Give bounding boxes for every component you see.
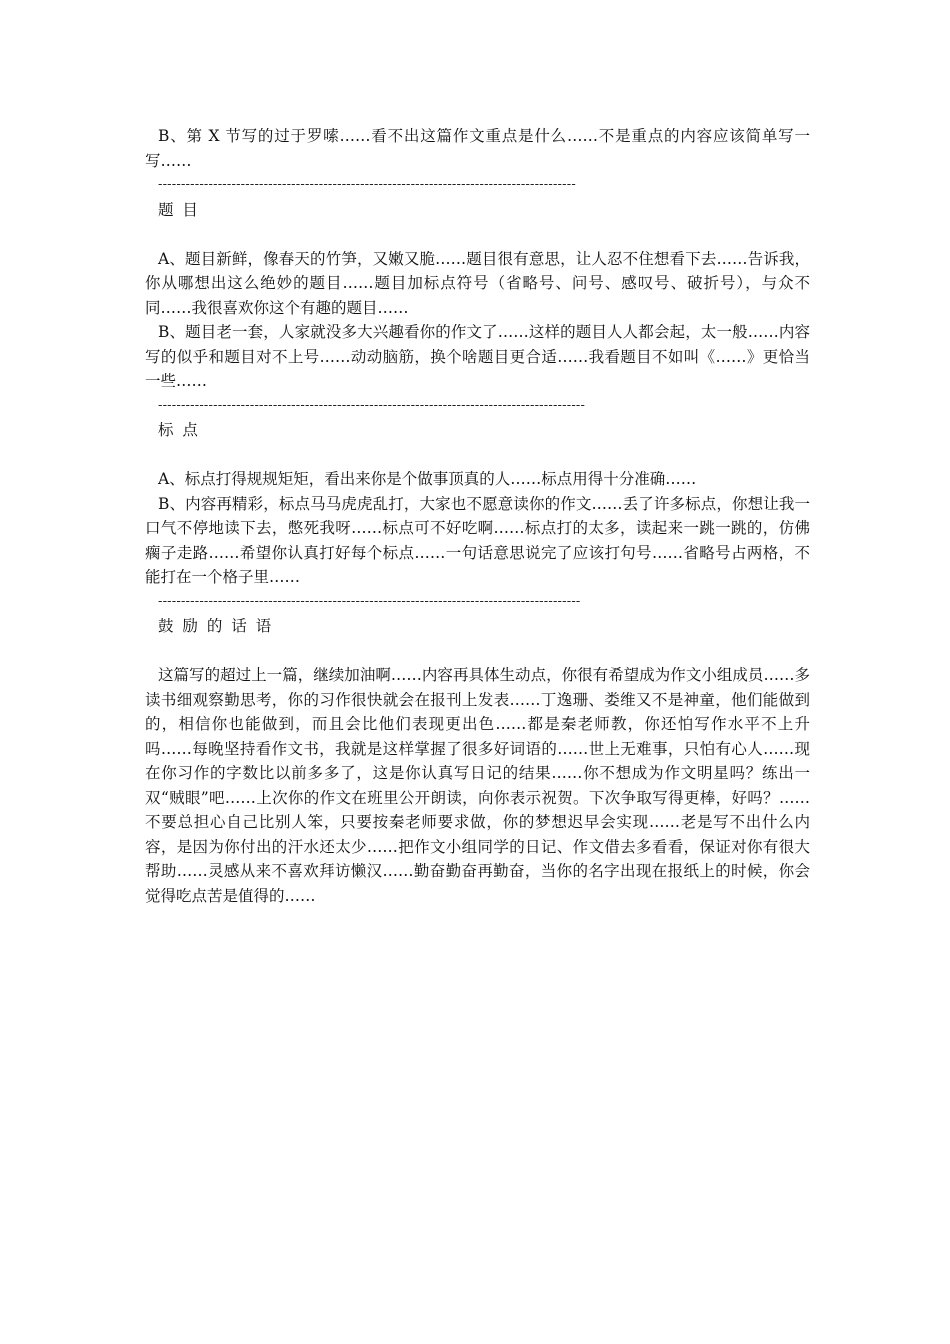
punctuation-item-b: B、内容再精彩，标点马马虎虎乱打，大家也不愿意读你的作文……丢了许多标点，你想让我一口气不停地读下去，憋死我呀……标点可不好吃啊……标点打的太多，读起来一跳一跳的，仿佛瘸子走路……希望你认真打好每个标点……一句话意思说完了应该打句号……省略号占两格，不能打在一个格子里…… <box>145 494 810 586</box>
spacer <box>145 639 810 664</box>
section-divider: ------------------------------------------------------------------------------------------- <box>158 177 576 192</box>
title-item-b: B、题目老一套，人家就没多大兴趣看你的作文了……这样的题目人人都会起，太一般……内容写的似乎和题目对不上号……动动脑筋，换个啥题目更合适……我看题目不如叫《……》更恰当一些…… <box>145 323 810 390</box>
punctuation-item-a: A、标点打得规规矩矩，看出来你是个做事顶真的人……标点用得十分准确…… <box>158 470 697 488</box>
section-heading-encouragement: 鼓 励 的 话 语 <box>158 617 274 635</box>
spacer <box>145 443 810 468</box>
section-heading-punctuation: 标 点 <box>158 421 200 439</box>
section-divider: --------------------------------------------------------------------------------------------- <box>158 397 586 413</box>
document-page <box>145 124 810 908</box>
section-heading-title: 题 目 <box>158 200 200 219</box>
title-item-a: A、题目新鲜，像春天的竹笋，又嫩又脆……题目很有意思，让人忍不住想看下去……告诉我，你从哪想出这么绝妙的题目……题目加标点符号（省略号、问号、感叹号、破折号），与众不同……我很喜欢你这个有趣的题目…… <box>145 249 810 317</box>
intro-item-b: B、第 X 节写的过于罗嗦……看不出这篇作文重点是什么……不是重点的内容应该简单写一写…… <box>145 127 810 170</box>
encouragement-body: 这篇写的超过上一篇，继续加油啊……内容再具体生动点，你很有希望成为作文小组成员……多读书细观察勤思考，你的习作很快就会在报刊上发表……丁逸珊、娄维又不是神童，他们能做到的，相信你也能做到，而且会比他们表现更出色……都是秦老师教，你还怕写作水平不上升吗……每晚坚持看作文书，我就是这样掌握了很多好词语的……世上无难事，只怕有心人……现在你习作的字数比以前多多了，这是你认真写日记的结果……你不想成为作文明星吗？练出一双“贼眼”吧……上次你的作文在班里公开朗读，向你表示祝贺。下次争取写得更棒，好吗？……不要总担心自己比别人笨，只要按秦老师要求做，你的梦想迟早会实现……老是写不出什么内容，是因为你付出的汗水还太少……把作文小组同学的日记、作文借去多看看，保证对你有很大帮助……灵感从来不喜欢拜访懒汉……勤奋勤奋再勤奋，当你的名字出现在报纸上的时候，你会觉得吃点苦是值得的…… <box>145 666 810 905</box>
spacer <box>145 222 810 247</box>
section-divider: -------------------------------------------------------------------------------------------- <box>158 593 581 609</box>
